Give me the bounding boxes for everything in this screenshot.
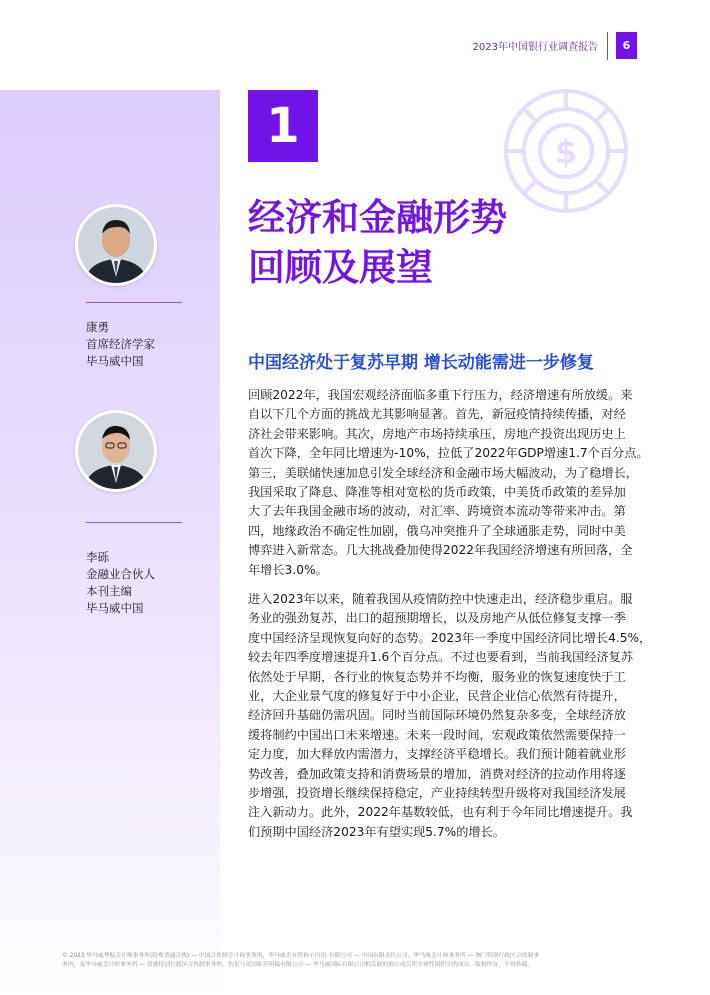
text-line: 较去年四季度增速提升1.6个百分点。不过也要看到，当前我国经济复苏 [248,650,634,665]
author-role: 金融业合伙人 [86,567,155,581]
chapter-number-box: 1 [248,90,318,162]
chapter-title [248,193,648,293]
text-line: 进入2023年以来，随着我国从疫情防控中快速走出，经济稳步重启。服 [248,592,633,606]
text-line: 经济回升基础仍需巩固。同时当前国际环境仍然复杂多变，全球经济放 [248,708,626,723]
text-line: 大了去年我国金融市场的波动，对汇率、跨境资本流动等带来冲击。第 [248,504,626,519]
chapter-title-line: 回顾及展望 [248,246,433,289]
portrait-image [78,413,154,489]
author-photo [75,204,157,286]
author-org: 毕马威中国 [86,354,144,368]
text-line: 度中国经济呈现恢复向好的态势。2023年一季度中国经济同比增长4.5%， [248,630,652,645]
author-photo [75,410,157,492]
text-line: 我国采取了降息、降准等相对宽松的货币政策，中美货币政策的差异加 [248,485,626,500]
section-heading: 中国经济处于复苏早期 增长动能需进一步修复 [248,353,594,373]
text-line: 注入新动力。此外，2022年基数较低，也有利于今年同比增速提升。我 [248,805,633,820]
text-line: 四，地缘政治不确定性加剧，俄乌冲突推升了全球通胀走势，同时中美 [248,523,626,538]
text-line: 依然处于早期，各行业的恢复态势并不均衡，服务业的恢复速度快于工 [248,669,626,684]
text-line: 博弈进入新常态。几大挑战叠加使得2022年我国经济增速有所回落，全 [248,543,633,558]
author-info [86,549,155,617]
text-line: 济社会带来影响。其次，房地产市场持续承压，房地产投资出现历史上 [248,426,626,441]
body-paragraph [248,386,648,580]
header-report-title: 2023年中国银行业调查报告 [472,42,598,53]
portrait-image [78,207,154,283]
text-line: 首次下降，全年同比增速为-10%，拉低了2022年GDP增速1.7个百分点。 [248,446,649,461]
text-line: 务业的强劲复苏，出口的超预期增长，以及房地产从低位修复支撑一季 [248,611,626,626]
text-line: 业，大企业景气度的修复好于中小企业，民营企业信心依然有待提升， [248,689,626,704]
text-line: 年增长3.0%。 [248,562,328,577]
footer-copyright [62,952,657,970]
chapter-title-line: 经济和金融形势 [248,196,507,239]
author-org: 毕马威中国 [86,601,144,615]
page-number-badge: 6 [616,32,637,59]
text-line: 自以下几个方面的挑战尤其影响显著。首先，新冠疫情持续传播，对经 [248,407,626,422]
text-line: 缓将制约中国出口未来增速。未来一段时间，宏观政策依然需要保持一 [248,727,626,742]
text-line: 势改善，叠加政策支持和消费场景的增加，消费对经济的拉动作用将逐 [248,766,626,781]
text-line: 第三，美联储快速加息引发全球经济和金融市场大幅波动，为了稳增长， [248,465,638,480]
author-info [86,319,155,370]
author-role-secondary: 本刊主编 [86,584,132,598]
author-name: 康勇 [86,320,109,334]
body-paragraph [248,590,652,842]
header-divider [607,32,608,60]
text-line: 步增强，投资增长继续保持稳定，产业持续转型升级将对我国经济发展 [248,786,626,801]
author-divider [86,302,182,303]
author-role: 首席经济学家 [86,337,155,351]
text-line: 回顾2022年，我国宏观经济面临多重下行压力，经济增速有所放缓。来 [248,388,633,402]
text-line: 们预期中国经济2023年有望实现5.7%的增长。 [248,824,505,839]
author-name: 李砾 [86,550,109,564]
footer-line: 务所，及毕马威会计师事务所 — 香港特别行政区合伙制事务所，均是与英国私营担保有限公司 — 毕马威国际有限公司相关联的独立成员所全球性组织中的成员。版权所有，不得转载。 [62,962,534,968]
author-divider [86,522,182,523]
svg-text:$: $ [554,133,578,171]
footer-line: © 2023 毕马威华振会计师事务所(特殊普通合伙) — 中国合伙制会计师事务所，毕马威企业咨询 (中国) 有限公司 — 中国有限责任公司，毕马威会计师事务所 — 澳门特别行政区合伙制事 [62,953,539,959]
text-line: 定力度，加大释放内需潜力，支撑经济平稳增长。我们预计随着就业形 [248,747,626,762]
